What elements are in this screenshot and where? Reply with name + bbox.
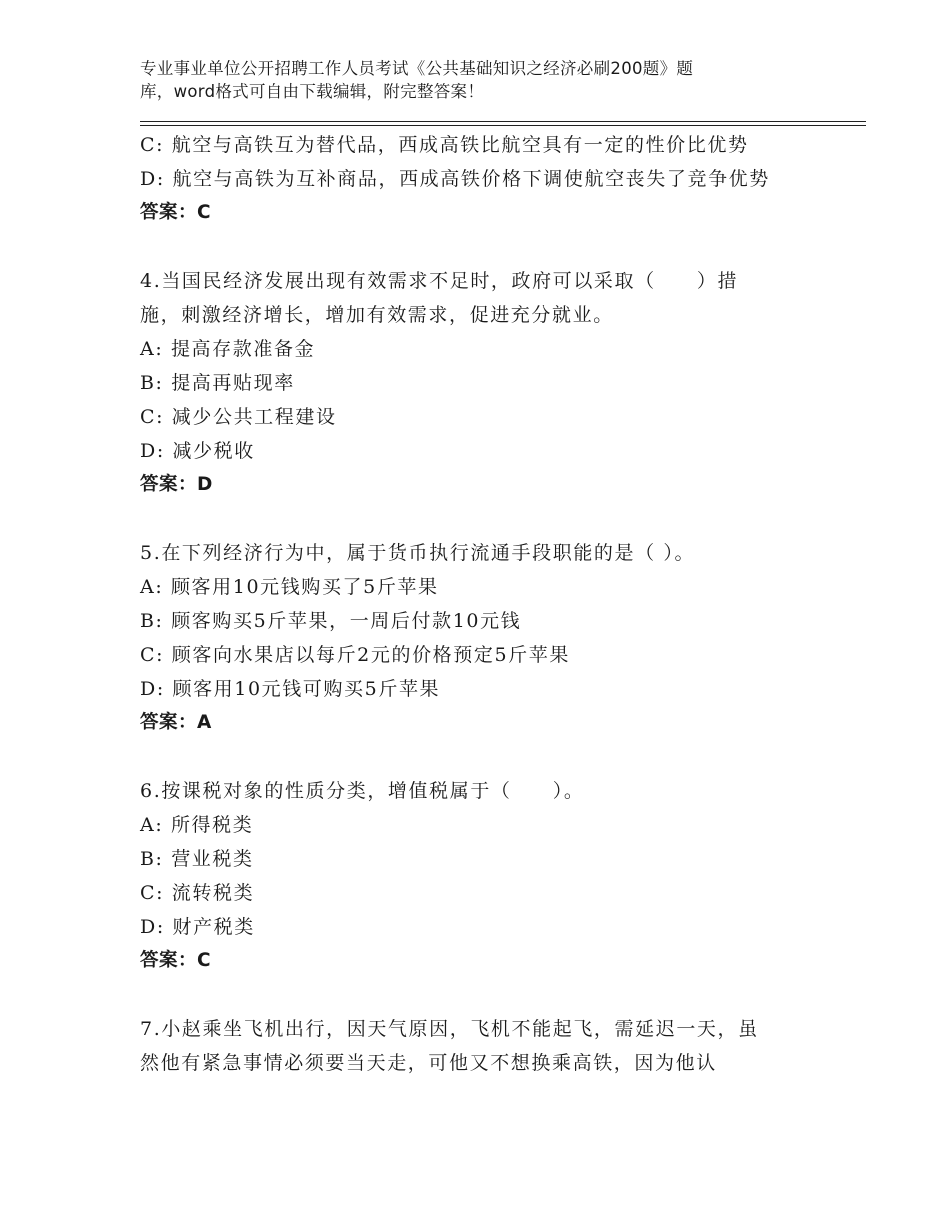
- q5-option-d: D: 顾客用10元钱可购买5斤苹果: [140, 678, 441, 700]
- question-6: [140, 774, 840, 978]
- spacer: [140, 502, 840, 536]
- spacer: [140, 740, 840, 774]
- question-3-fragment: [140, 128, 840, 230]
- header-title-line-1: 专业事业单位公开招聘工作人员考试《公共基础知识之经济必刷200题》题: [140, 59, 694, 78]
- question-4: [140, 264, 840, 502]
- q7-stem-line-1: 7.小赵乘坐飞机出行，因天气原因，飞机不能起飞，需延迟一天，虽: [140, 1018, 759, 1040]
- q4-answer: 答案：D: [140, 474, 213, 495]
- q5-option-b: B: 顾客购买5斤苹果，一周后付款10元钱: [140, 610, 522, 632]
- q6-option-a: A: 所得税类: [140, 814, 254, 836]
- q4-option-b: B: 提高再贴现率: [140, 372, 295, 394]
- q6-option-c: C: 流转税类: [140, 882, 255, 904]
- header-double-rule: [140, 121, 866, 126]
- q3-answer: 答案：C: [140, 202, 212, 223]
- q4-option-d: D: 减少税收: [140, 440, 255, 462]
- q5-option-a: A: 顾客用10元钱购买了5斤苹果: [140, 576, 439, 598]
- spacer: [140, 978, 840, 1012]
- q4-option-c: C: 减少公共工程建设: [140, 406, 337, 428]
- q5-option-c: C: 顾客向水果店以每斤2元的价格预定5斤苹果: [140, 644, 570, 666]
- q4-stem-line-2: 施，刺激经济增长，增加有效需求，促进充分就业。: [140, 304, 614, 326]
- document-header: [140, 57, 780, 103]
- spacer: [140, 230, 840, 264]
- q4-option-a: A: 提高存款准备金: [140, 338, 316, 360]
- q6-option-d: D: 财产税类: [140, 916, 255, 938]
- question-7: [140, 1012, 840, 1080]
- q6-option-b: B: 营业税类: [140, 848, 254, 870]
- header-title-line-2: 库，word格式可自由下载编辑，附完整答案！: [140, 82, 485, 101]
- question-5: [140, 536, 840, 740]
- q3-option-c: C: 航空与高铁互为替代品，西成高铁比航空具有一定的性价比优势: [140, 134, 749, 156]
- q6-stem-line-1: 6.按课税对象的性质分类，增值税属于（ ）。: [140, 780, 585, 802]
- q4-stem-line-1: 4.当国民经济发展出现有效需求不足时，政府可以采取（ ）措: [140, 270, 739, 292]
- q3-option-d: D: 航空与高铁为互补商品，西成高铁价格下调使航空丧失了竞争优势: [140, 168, 770, 190]
- q6-answer: 答案：C: [140, 950, 212, 971]
- q5-answer: 答案：A: [140, 712, 212, 733]
- q7-stem-line-2: 然他有紧急事情必须要当天走，可他又不想换乘高铁，因为他认: [140, 1052, 717, 1074]
- q5-stem-line-1: 5.在下列经济行为中，属于货币执行流通手段职能的是（ ）。: [140, 542, 696, 564]
- document-body: [140, 128, 840, 1080]
